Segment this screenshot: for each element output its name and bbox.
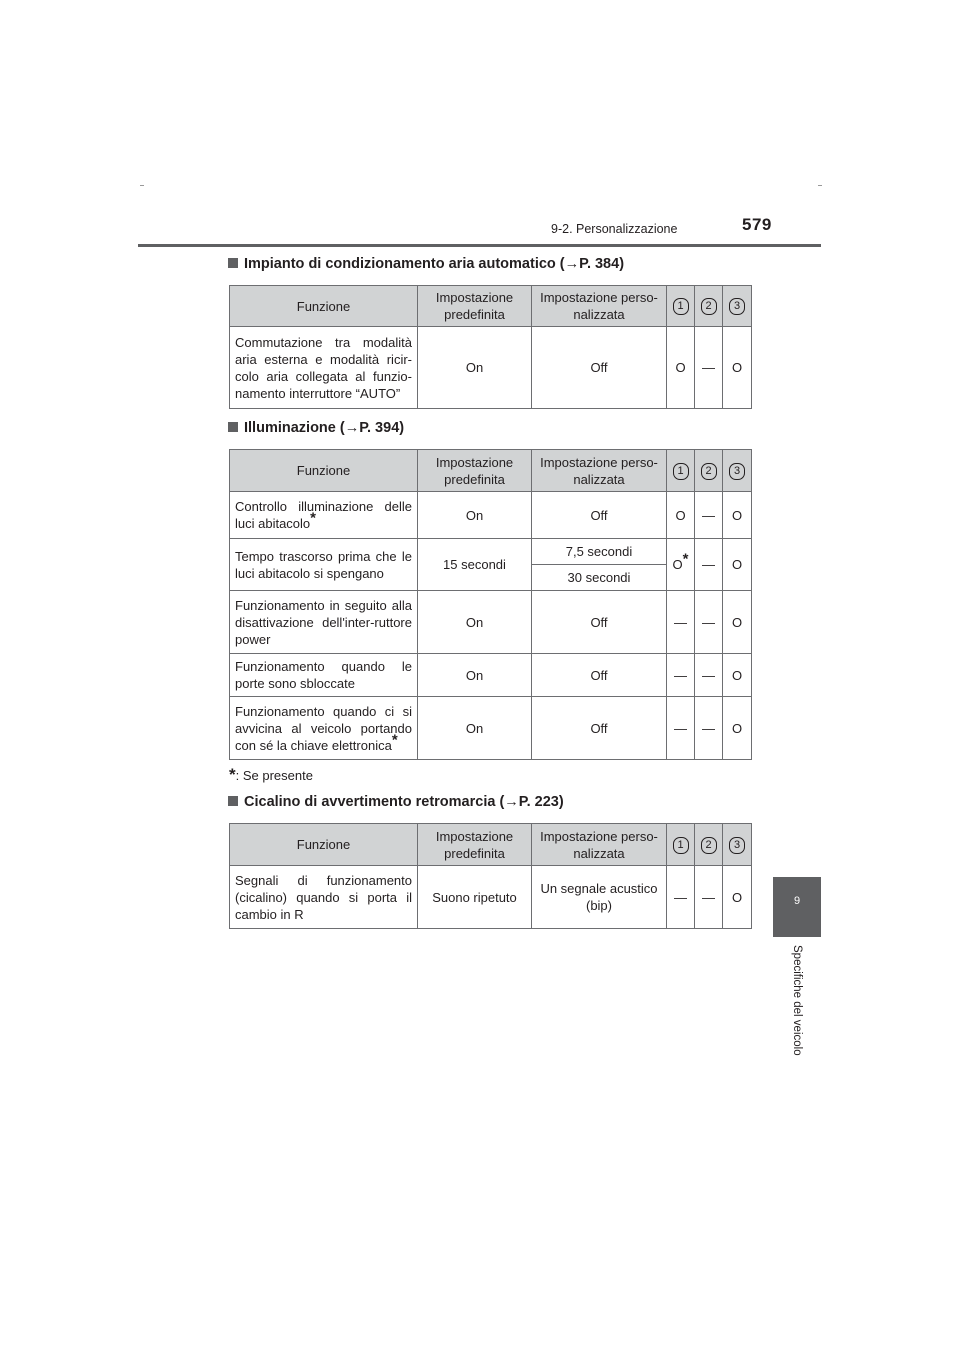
header-rule bbox=[138, 244, 821, 247]
table-row: Funzionamento quando le porte sono sbloccate On Off — — O bbox=[230, 654, 752, 697]
table-row: Controllo illuminazione delle luci abitacolo* On Off O — O bbox=[230, 492, 752, 539]
chapter-number: 9 bbox=[793, 895, 801, 907]
column-3-icon: 3 bbox=[729, 837, 745, 854]
header-default: Impostazione predefinita bbox=[418, 450, 532, 492]
header-function: Funzione bbox=[230, 824, 418, 866]
column-1-icon: 1 bbox=[673, 463, 689, 480]
table-header-row bbox=[230, 450, 752, 492]
table-row: Funzionamento quando ci si avvicina al veicolo portando con sé la chiave elettronica* On Off — — O bbox=[230, 697, 752, 760]
table-header-row bbox=[230, 286, 752, 327]
table-row: 30 secondi bbox=[230, 565, 752, 591]
table-lighting bbox=[229, 449, 752, 760]
table-row: Commutazione tra modalità aria esterna e modalità ricir-colo aria collegata al funzio-namento interruttore “AUTO” On Off O — O bbox=[230, 327, 752, 409]
column-1-icon: 1 bbox=[673, 837, 689, 854]
running-header-section: 9-2. Personalizzazione bbox=[551, 222, 678, 236]
footnote-marker: * bbox=[391, 731, 398, 749]
column-2-icon: 2 bbox=[701, 463, 717, 480]
header-default: Impostazione predefinita bbox=[418, 824, 532, 866]
crop-mark-right bbox=[818, 185, 822, 186]
table-reverse-buzzer bbox=[229, 823, 752, 929]
table-row: Segnali di funzionamento (cicalino) quando si porta il cambio in R Suono ripetuto Un segnale acustico (bip) — — O bbox=[230, 866, 752, 929]
header-function: Funzione bbox=[230, 450, 418, 492]
column-2-icon: 2 bbox=[701, 298, 717, 315]
section-heading-reverse-buzzer: Cicalino di avvertimento retromarcia (→P. 223) bbox=[228, 794, 564, 810]
page-number: 579 bbox=[742, 215, 772, 234]
crop-mark-left bbox=[140, 185, 144, 186]
footnote-marker: * bbox=[682, 550, 689, 568]
table-air-conditioning bbox=[229, 285, 752, 409]
table-row: Funzionamento in seguito alla disattivazione dell'inter-ruttore power On Off — — O bbox=[230, 591, 752, 654]
header-custom: Impostazione perso-nalizzata bbox=[532, 824, 667, 866]
chapter-tab bbox=[773, 877, 821, 937]
header-default: Impostazione predefinita bbox=[418, 286, 532, 327]
table-header-row bbox=[230, 824, 752, 866]
column-3-icon: 3 bbox=[729, 463, 745, 480]
footnote: *: Se presente bbox=[229, 765, 313, 784]
header-function: Funzione bbox=[230, 286, 418, 327]
column-2-icon: 2 bbox=[701, 837, 717, 854]
square-bullet-icon bbox=[228, 422, 238, 432]
header-custom: Impostazione perso-nalizzata bbox=[532, 286, 667, 327]
square-bullet-icon bbox=[228, 258, 238, 268]
table-row: Tempo trascorso prima che le luci abitacolo si spengano 15 secondi 7,5 secondi O* — O bbox=[230, 539, 752, 565]
header-custom: Impostazione perso-nalizzata bbox=[532, 450, 667, 492]
square-bullet-icon bbox=[228, 796, 238, 806]
column-1-icon: 1 bbox=[673, 298, 689, 315]
section-heading-lighting: Illuminazione (→P. 394) bbox=[228, 420, 404, 436]
column-3-icon: 3 bbox=[729, 298, 745, 315]
footnote-marker: * bbox=[310, 509, 316, 527]
chapter-label: Specifiche del veicolo bbox=[791, 945, 803, 1056]
section-heading-air-conditioning: Impianto di condizionamento aria automatico (→P. 384) bbox=[228, 256, 624, 272]
